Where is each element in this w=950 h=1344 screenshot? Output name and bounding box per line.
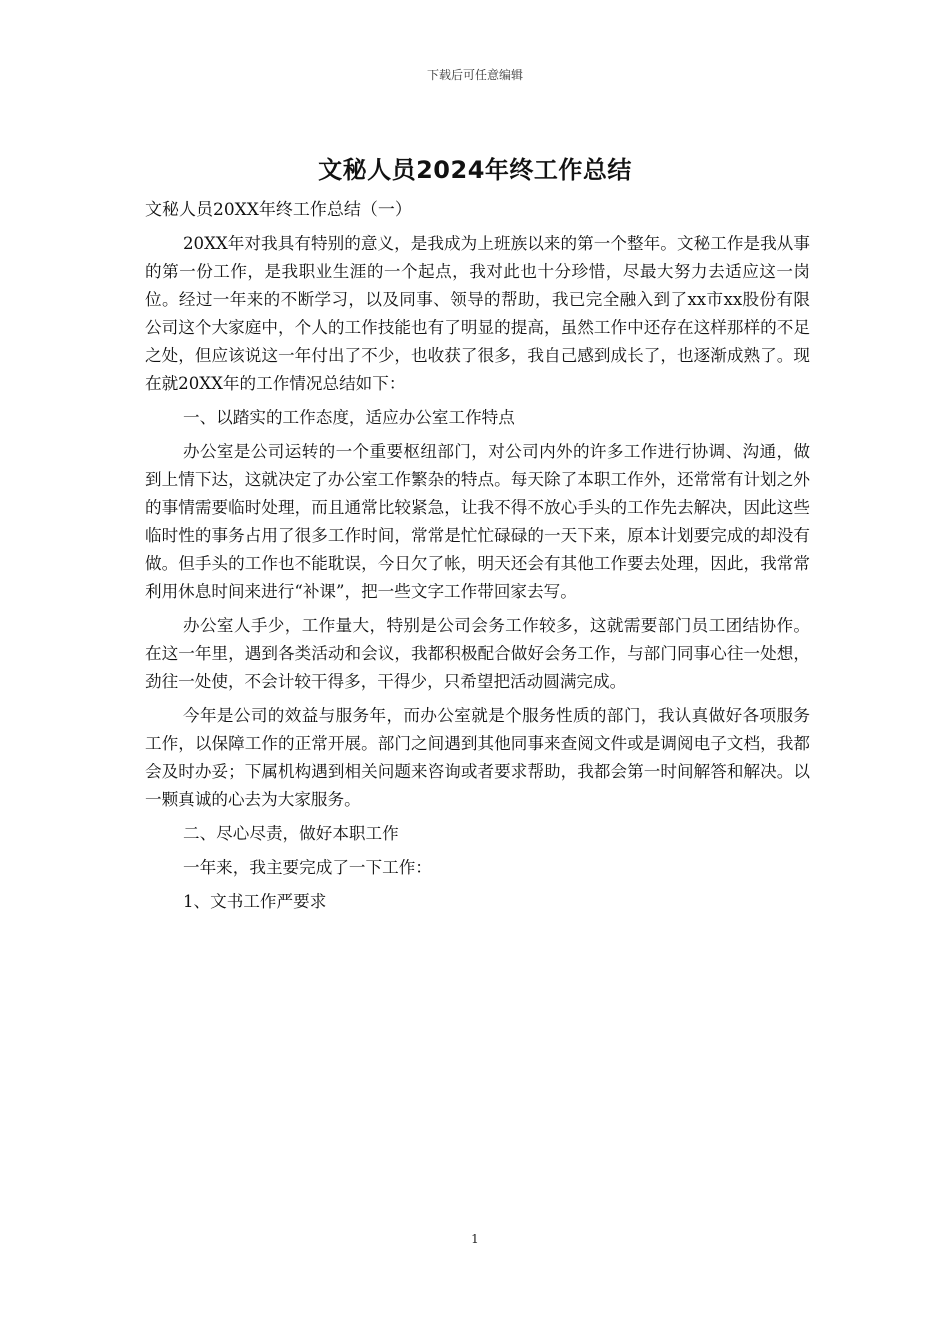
heading-item-1: 1、文书工作严要求 — [183, 892, 327, 911]
section-subtitle: 文秘人员20XX年终工作总结（一） — [145, 200, 412, 220]
heading-section-2: 二、尽心尽责，做好本职工作 — [183, 824, 399, 843]
paragraph-office-role: 办公室是公司运转的一个重要枢纽部门，对公司内外的许多工作进行协调、沟通，做到上情下达，这就决定了办公室工作繁杂的特点。每天除了本职工作外，还常常有计划之外的事情需要临时处理，而且通常比较紧急，让我不得不放心手头的工作先去解决，因此这些临时性的事务占用了很多工作时间，常常是忙忙碌碌的一天下来，原本计划要完成的却没有做。但手头的工作也不能耽误，今日欠了帐，明天还会有其他工作要去处理，因此，我常常利用休息时间来进行“补课”，把一些文字工作带回家去写。 — [145, 442, 810, 601]
paragraph-intro: 20XX年对我具有特别的意义，是我成为上班族以来的第一个整年。文秘工作是我从事的第一份工作，是我职业生涯的一个起点，我对此也十分珍惜，尽最大努力去适应这一岗位。经过一年来的不断学习，以及同事、领导的帮助，我已完全融入到了xx市xx股份有限公司这个大家庭中，个人的工作技能也有了明显的提高，虽然工作中还存在这样那样的不足之处，但应该说这一年付出了不少，也收获了很多，我自己感到成长了，也逐渐成熟了。现在就20XX年的工作情况总结如下： — [145, 234, 810, 393]
document-title: 文秘人员2024年终工作总结 — [318, 156, 632, 184]
heading-work-summary: 一年来，我主要完成了一下工作： — [183, 858, 432, 877]
paragraph-service: 今年是公司的效益与服务年，而办公室就是个服务性质的部门，我认真做好各项服务工作，以保障工作的正常开展。部门之间遇到其他同事来查阅文件或是调阅电子文档，我都会及时办妥；下属机构遇到相关问题来咨询或者要求帮助，我都会第一时间解答和解决。以一颗真诚的心去为大家服务。 — [145, 706, 810, 809]
heading-section-1: 一、以踏实的工作态度，适应办公室工作特点 — [183, 408, 515, 427]
page-number: 1 — [471, 1232, 479, 1246]
header-note: 下载后可任意编辑 — [426, 68, 523, 82]
paragraph-teamwork: 办公室人手少，工作量大，特别是公司会务工作较多，这就需要部门员工团结协作。在这一年里，遇到各类活动和会议，我都积极配合做好会务工作，与部门同事心往一处想，劲往一处使，不会计较干得多，干得少，只希望把活动圆满完成。 — [145, 616, 810, 691]
document-body — [145, 196, 810, 922]
